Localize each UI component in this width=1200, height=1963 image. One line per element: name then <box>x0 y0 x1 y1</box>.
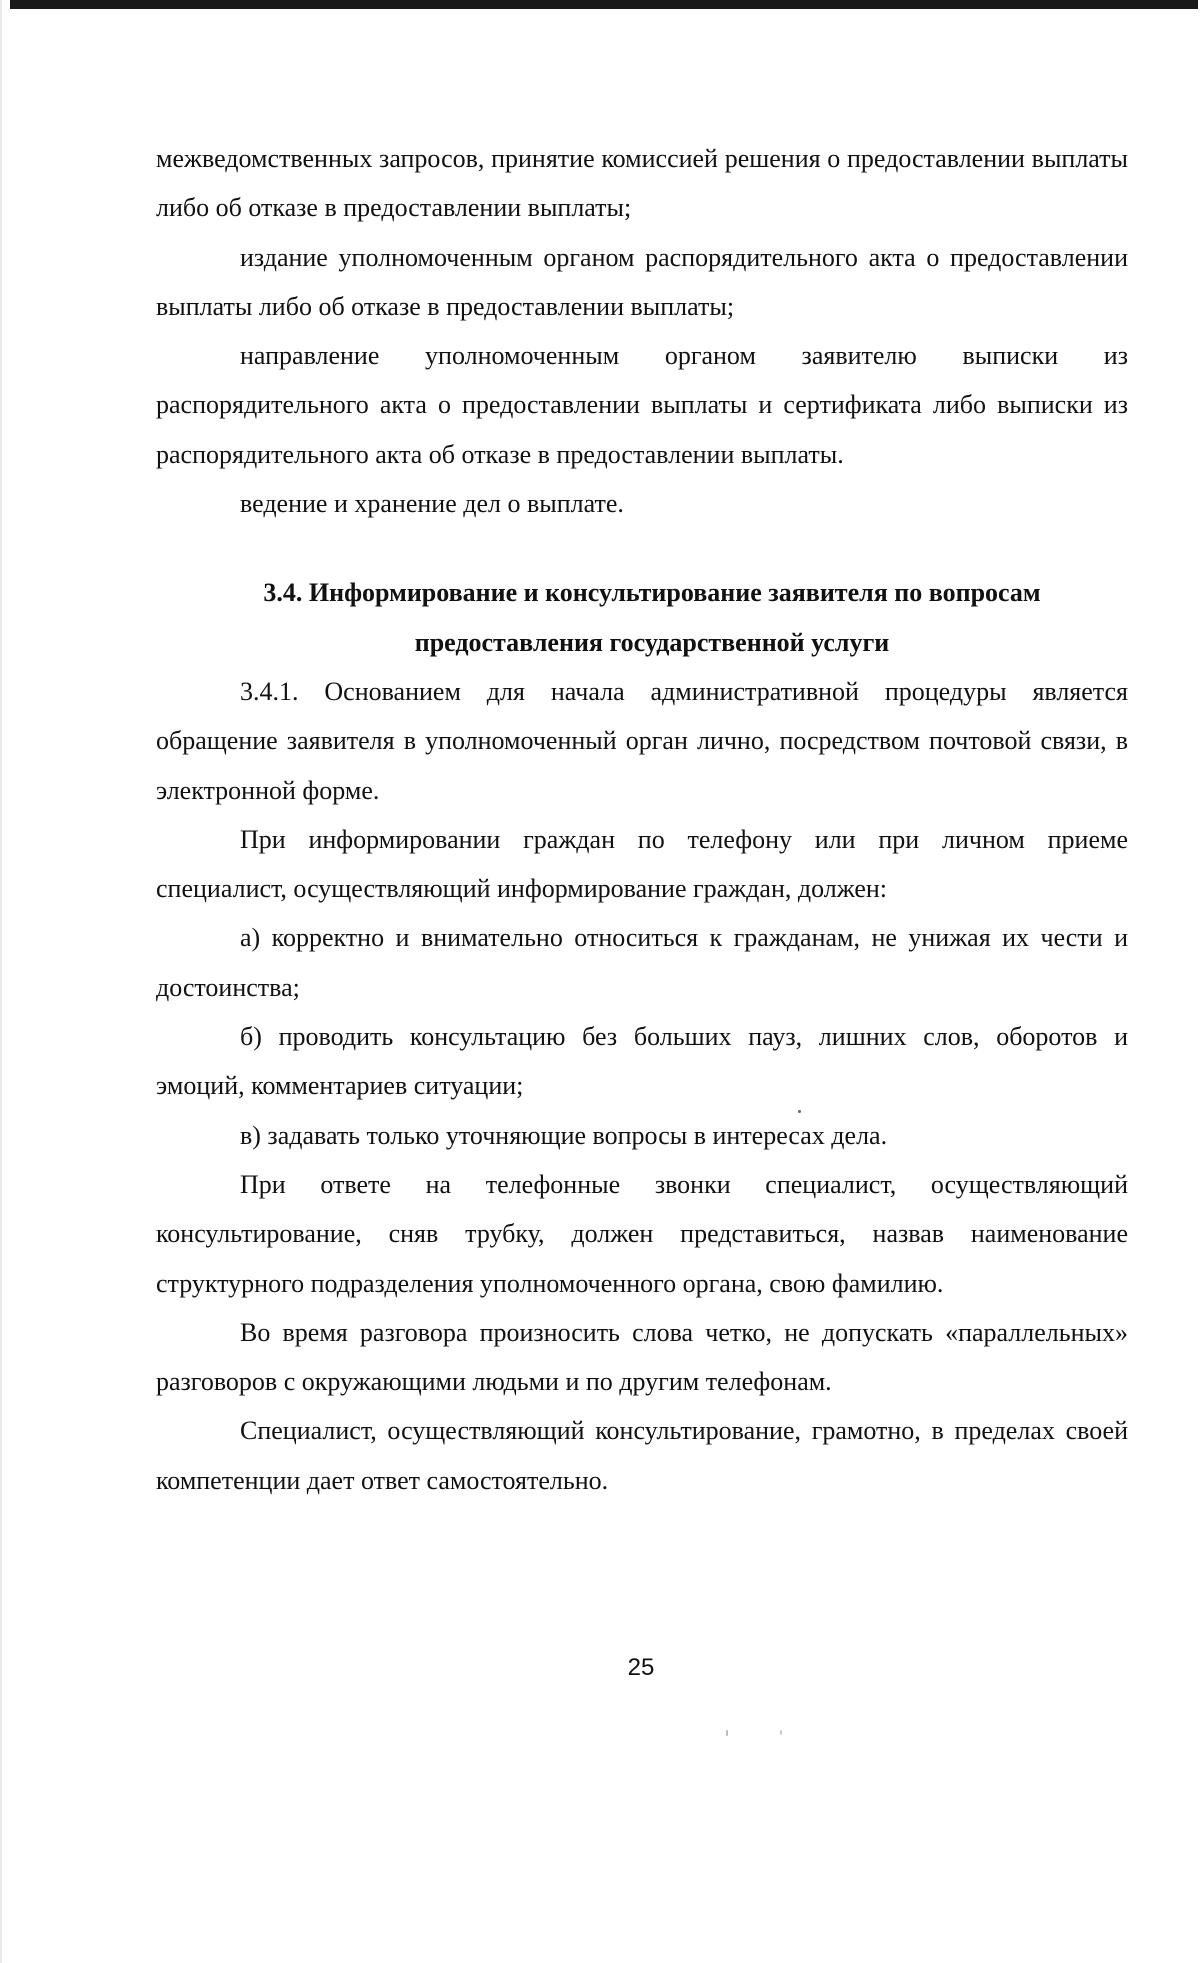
paragraph: межведомственных запросов, принятие комиссией решения о предоставлении выплаты либо об отказе в предоставлении выплаты; <box>156 144 1128 223</box>
scan-speck <box>726 1730 728 1736</box>
paragraph: 3.4.1. Основанием для начала административной процедуры является обращение заявителя в уполномоченный орган лично, посредством почтовой связи, в электронной форме. <box>156 676 1128 805</box>
paragraph: Специалист, осуществляющий консультирование, грамотно, в пределах своей компетенции дает ответ самостоятельно. <box>156 1416 1128 1495</box>
page-number: 25 <box>627 1654 655 1681</box>
paragraph: Во время разговора произносить слова четко, не допускать «параллельных» разговоров с окружающими людьми и по другим телефонам. <box>156 1317 1128 1397</box>
paragraph: в) задавать только уточняющие вопросы в интересах дела. <box>240 1120 888 1150</box>
section-heading <box>156 568 1128 667</box>
document-body <box>156 134 1128 1505</box>
section-heading-line: 3.4. Информирование и консультирование заявителя по вопросам <box>263 578 1041 608</box>
paragraph: а) корректно и внимательно относиться к гражданам, не унижая их чести и достоинства; <box>156 923 1128 1002</box>
scan-speck <box>780 1730 782 1735</box>
paragraph: При ответе на телефонные звонки специалист, осуществляющий консультирование, сняв трубку, должен представиться, назвав наименование структурного подразделения уполномоченного органа, свою фамилию. <box>156 1169 1128 1298</box>
paragraph: При информировании граждан по телефону или при личном приеме специалист, осуществляющий информирование граждан, должен: <box>156 824 1128 904</box>
paragraph: б) проводить консультацию без больших пауз, лишних слов, оборотов и эмоций, комментариев ситуации; <box>156 1022 1128 1101</box>
section-heading-line: предоставления государственной услуги <box>414 627 890 657</box>
paragraph: издание уполномоченным органом распорядительного акта о предоставлении выплаты либо об отказе в предоставлении выплаты; <box>156 242 1128 321</box>
paragraph: направление уполномоченным органом заявителю выписки из распорядительного акта о предоставлении выплаты и сертификата либо выписки из распорядительного акта об отказе в предоставлении выплаты. <box>156 341 1128 469</box>
scan-speck <box>798 1110 801 1113</box>
scan-border-top <box>10 0 1198 9</box>
paragraph: ведение и хранение дел о выплате. <box>240 489 624 519</box>
